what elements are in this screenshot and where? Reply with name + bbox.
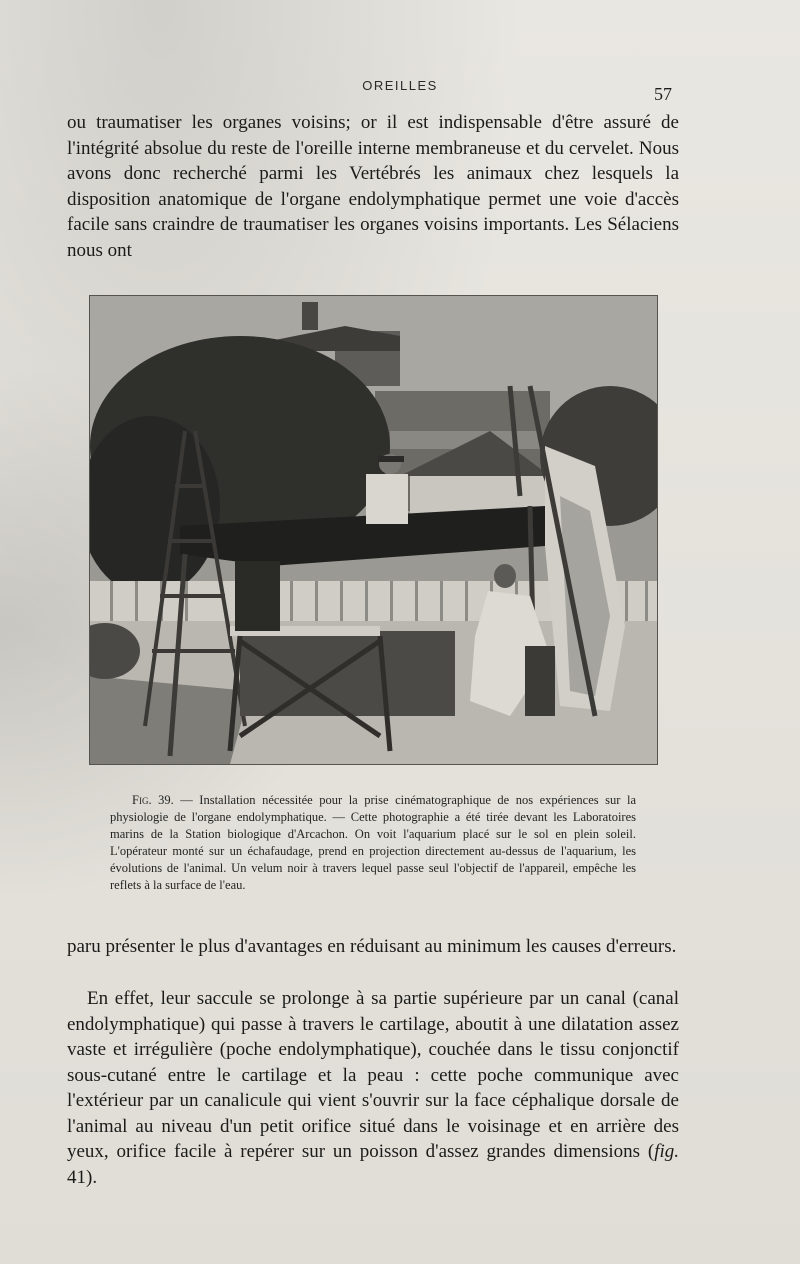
figure-caption-label: Fig. 39. [132,793,174,807]
photograph-illustration [90,296,657,764]
body-paragraph-second [67,986,679,1190]
figure-caption [110,792,636,894]
figure-reference: fig. [654,1141,679,1162]
running-head-title: OREILLES [362,78,438,93]
body-paragraph-second-main: En effet, leur saccule se prolonge à sa partie supérieure par un canal (canal endolymphatique) qui passe à travers le cartilage, aboutit à une dilatation assez vaste et irrégulière (poche endolymphatique), couchée dans le tissu conjonctif sous-cutané entre le cartilage et la peau : cette poche communique avec l'extérieur par un canalicule qui vient s'ouvrir sur la face céphalique dorsale de l'animal au niveau d'un petit orifice situé dans le voisinage et en arrière des yeux, orifice facile à repérer sur un poisson d'assez grandes dimensions ( [67,988,679,1162]
figure-photograph [89,295,658,765]
page-number: 57 [654,84,672,104]
figure-caption-text: — Installation nécessitée pour la prise cinématographique de nos expériences sur la physiologie de l'organe endolymphatique. — Cette photographie a été tirée devant les Laboratoires marins de la Station biologique d'Arcachon. On voit l'aquarium placé sur le sol en plein soleil. L'opérateur monté sur un échafaudage, prend en projection directement au-dessus de l'aquarium, les évolutions de l'animal. Un velum noir à travers lequel passe seul l'objectif de l'appareil, empêche les reflets à la surface de l'eau. [110,793,636,892]
body-paragraph-top: ou traumatiser les organes voisins; or il est indispensable d'être assuré de l'intégrité absolue du reste de l'oreille interne membraneuse et du cervelet. Nous avons donc recherché parmi les Vertébrés les animaux chez lesquels la disposition anatomique de l'organe endolymphatique permet une voie d'accès facile sans craindre de traumatiser les organes voisins importants. Les Sélaciens nous ont [67,112,679,261]
body-paragraph-after-figure: paru présenter le plus d'avantages en réduisant au minimum les causes d'erreurs. [67,936,677,957]
body-paragraph-second-end: 41). [67,1166,98,1188]
